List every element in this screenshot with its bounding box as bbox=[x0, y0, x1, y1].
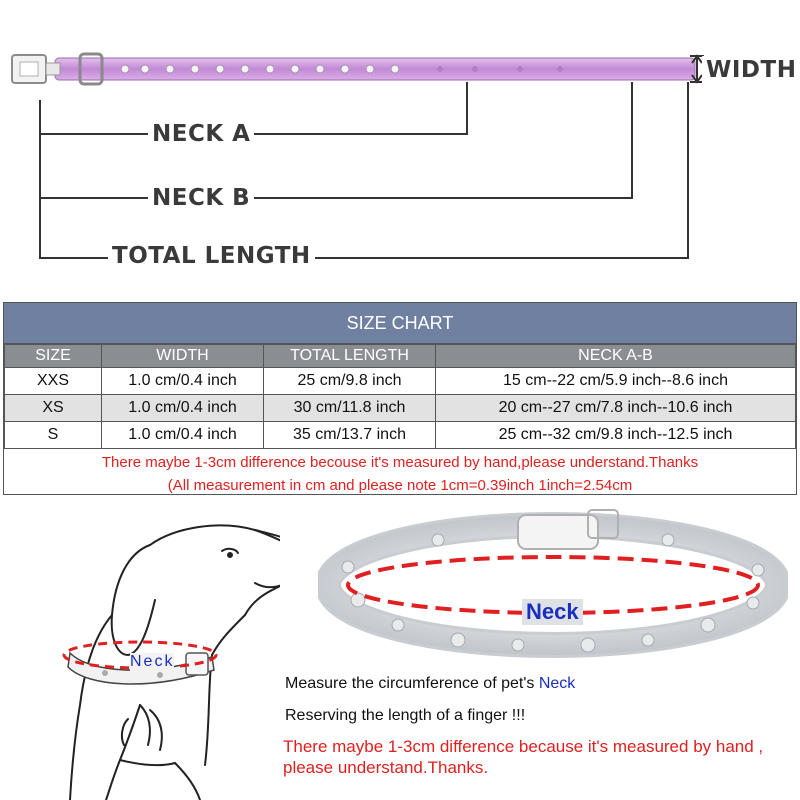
size-chart bbox=[3, 302, 797, 495]
cell-width: 1.0 cm/0.4 inch bbox=[102, 368, 264, 395]
neck-b-label: NECK B bbox=[148, 184, 254, 212]
size-table-header-row bbox=[5, 345, 796, 368]
neck-a-label: NECK A bbox=[148, 120, 254, 148]
cell-neck-range: 15 cm--22 cm/5.9 inch--8.6 inch bbox=[436, 368, 796, 395]
size-table bbox=[4, 344, 796, 449]
instruction-measure bbox=[285, 675, 575, 693]
header-width: WIDTH bbox=[102, 345, 264, 368]
pink-collar-image bbox=[12, 54, 695, 84]
table-row bbox=[5, 395, 796, 422]
width-label: WIDTH bbox=[702, 56, 800, 84]
dimension-lines bbox=[40, 56, 704, 258]
cell-neck-range: 20 cm--27 cm/7.8 inch--10.6 inch bbox=[436, 395, 796, 422]
instruction-measure-text: Measure the circumference of pet's bbox=[285, 675, 539, 692]
size-chart-note-difference: There maybe 1-3cm difference becouse it's measured by hand,please understand.Thanks bbox=[101, 454, 699, 471]
cell-total-length: 30 cm/11.8 inch bbox=[264, 395, 436, 422]
cell-width: 1.0 cm/0.4 inch bbox=[102, 395, 264, 422]
crystal-collar-image bbox=[318, 505, 788, 665]
cell-size: XS bbox=[5, 395, 102, 422]
header-neck-range: NECK A-B bbox=[436, 345, 796, 368]
instruction-neck-word: Neck bbox=[538, 675, 576, 692]
collar-dimension-diagram bbox=[0, 0, 800, 285]
size-chart-title: SIZE CHART bbox=[4, 303, 796, 344]
total-length-label: TOTAL LENGTH bbox=[108, 242, 315, 270]
table-row bbox=[5, 422, 796, 449]
instruction-finger: Reserving the length of a finger !!! bbox=[285, 707, 526, 724]
cell-size: XXS bbox=[5, 368, 102, 395]
dog-neck-label: Neck bbox=[130, 653, 175, 670]
header-total-length: TOTAL LENGTH bbox=[264, 345, 436, 368]
cell-size: S bbox=[5, 422, 102, 449]
cell-total-length: 25 cm/9.8 inch bbox=[264, 368, 436, 395]
measuring-guide bbox=[0, 505, 800, 800]
instruction-difference-note: There maybe 1-3cm difference because it's measured by hand , please understand.Thanks. bbox=[283, 737, 764, 777]
cell-width: 1.0 cm/0.4 inch bbox=[102, 422, 264, 449]
collar-neck-label: Neck bbox=[522, 599, 583, 625]
cell-total-length: 35 cm/13.7 inch bbox=[264, 422, 436, 449]
header-size: SIZE bbox=[5, 345, 102, 368]
size-chart-note-conversion: (All measurement in cm and please note 1cm=0.39inch 1inch=2.54cm bbox=[167, 477, 633, 494]
cell-neck-range: 25 cm--32 cm/9.8 inch--12.5 inch bbox=[436, 422, 796, 449]
table-row bbox=[5, 368, 796, 395]
